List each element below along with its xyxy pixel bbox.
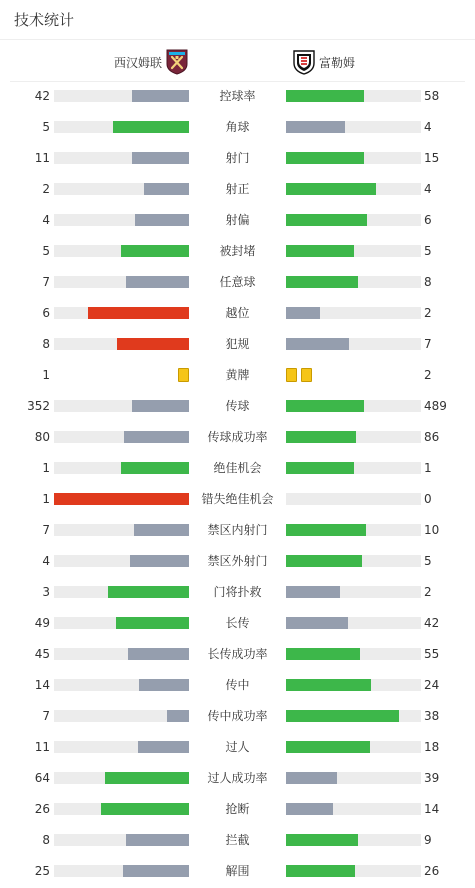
home-stat-bar [132,90,189,102]
away-stat-value: 2 [424,306,432,320]
stat-label: 解围 [225,864,250,878]
away-stat-bar [286,152,364,164]
home-stat-bar-track [54,462,189,474]
stat-label: 传球 [225,399,250,413]
home-stat-bar-track [54,834,189,846]
stat-row [0,391,475,422]
away-stat-bar-track [286,431,421,443]
stat-row [0,639,475,670]
home-stat-bar-track [54,741,189,753]
home-stat-value: 5 [42,244,50,258]
stat-row [0,608,475,639]
stat-label: 错失绝佳机会 [201,492,274,506]
home-stat-bar [126,276,189,288]
away-stat-value: 4 [424,182,432,196]
home-stat-bar [121,462,189,474]
home-stat-bar [117,338,189,350]
away-stat-bar-track [286,338,421,350]
away-stat-bar [286,462,354,474]
home-stat-value: 80 [34,430,50,444]
home-stat-bar-track [54,90,189,102]
stat-label: 绝佳机会 [213,461,262,475]
stat-label: 黄牌 [225,368,250,382]
stat-row [0,546,475,577]
home-stat-bar-track [54,617,189,629]
away-stat-bar [286,803,333,815]
away-stat-value: 58 [424,89,440,103]
stat-row [0,484,475,515]
home-stat-value: 14 [34,678,50,692]
stat-label: 犯规 [225,337,250,351]
home-stat-bar [124,431,189,443]
home-stat-value: 5 [42,120,50,134]
away-stat-bar-track [286,679,421,691]
away-stat-bar [286,431,356,443]
home-stat-value: 352 [27,399,50,413]
home-stat-bar-track [54,555,189,567]
away-stat-bar-track [286,524,421,536]
yellow-card-icon [286,368,297,382]
teams-header [0,41,475,81]
stat-row [0,205,475,236]
home-stat-bar [54,493,189,505]
away-stat-value: 6 [424,213,432,227]
away-stat-value: 1 [424,461,432,475]
stat-row [0,856,475,887]
away-stat-value: 2 [424,585,432,599]
home-stat-value: 8 [42,833,50,847]
away-stat-bar [286,555,362,567]
home-stat-value: 7 [42,709,50,723]
home-stat-bar [167,710,189,722]
stat-row [0,143,475,174]
home-stat-value: 1 [42,461,50,475]
home-stat-bar-track [54,586,189,598]
away-stat-value: 42 [424,616,440,630]
away-stat-bar [286,710,399,722]
away-stat-bar [286,524,366,536]
home-stat-bar [101,803,189,815]
stat-row [0,794,475,825]
home-stat-bar-track [54,679,189,691]
stat-row [0,267,475,298]
away-stat-bar [286,586,340,598]
stat-label: 禁区内射门 [207,523,268,537]
stat-label: 角球 [225,120,250,134]
home-stat-bar-track [54,183,189,195]
away-stat-value: 8 [424,275,432,289]
stat-row [0,174,475,205]
home-stat-value: 49 [34,616,50,630]
home-stat-value: 6 [42,306,50,320]
away-stat-bar-track [286,834,421,846]
stat-label: 过人成功率 [207,771,268,785]
away-stat-bar-track [286,865,421,877]
home-stat-bar [130,555,189,567]
stat-row [0,515,475,546]
away-stat-bar-track [286,772,421,784]
home-stat-bar-track [54,865,189,877]
stat-row [0,329,475,360]
stat-row [0,670,475,701]
stat-row [0,732,475,763]
away-stat-bar-track [286,648,421,660]
stat-row [0,825,475,856]
away-stat-bar-track [286,586,421,598]
home-stat-bar [88,307,189,319]
home-stat-bar-track [54,648,189,660]
away-stat-value: 4 [424,120,432,134]
header-divider [0,39,475,40]
home-stat-bar [132,152,189,164]
home-stat-bar-track [54,803,189,815]
home-stat-bar [123,865,189,877]
stat-label: 长传成功率 [207,647,268,661]
home-stat-value: 25 [34,864,50,878]
away-stat-bar-track [286,555,421,567]
home-stat-bar-track [54,338,189,350]
away-stat-value: 7 [424,337,432,351]
away-yellow-cards [286,368,316,382]
home-stat-value: 3 [42,585,50,599]
stat-label: 射门 [225,151,250,165]
away-stat-value: 24 [424,678,440,692]
away-stat-value: 5 [424,554,432,568]
stat-label: 禁区外射门 [207,554,268,568]
away-stat-value: 2 [424,368,432,382]
home-stat-bar-track [54,307,189,319]
home-team-name: 西汉姆联 [113,56,162,70]
away-stat-bar [286,648,360,660]
home-stat-bar-track [54,152,189,164]
away-stat-bar-track [286,710,421,722]
away-stat-bar [286,307,320,319]
away-stat-bar-track [286,741,421,753]
home-stat-bar-track [54,276,189,288]
away-stat-bar [286,245,354,257]
home-stat-value: 11 [34,151,50,165]
away-stat-bar [286,214,367,226]
home-stat-value: 45 [34,647,50,661]
home-stat-bar [134,524,189,536]
away-stat-bar [286,834,358,846]
away-stat-bar [286,121,345,133]
away-stat-value: 10 [424,523,440,537]
fulham-crest-icon [292,49,316,75]
home-stat-bar-track [54,772,189,784]
away-stat-bar-track [286,214,421,226]
away-stat-bar-track [286,276,421,288]
yellow-card-icon [301,368,312,382]
page-title: 技术统计 [14,11,75,29]
home-stat-value: 7 [42,275,50,289]
away-stat-bar-track [286,462,421,474]
home-stat-bar-track [54,214,189,226]
stat-label: 门将扑救 [213,585,262,599]
home-stat-value: 8 [42,337,50,351]
west-ham-crest-icon [165,49,189,75]
home-stat-bar [105,772,189,784]
away-stat-bar-track [286,803,421,815]
stat-label: 控球率 [219,89,256,103]
stat-label: 过人 [225,740,250,754]
yellow-card-icon [178,368,189,382]
stat-label: 射正 [225,182,250,196]
stat-row [0,112,475,143]
away-stat-bar [286,865,355,877]
away-stat-value: 26 [424,864,440,878]
home-stat-value: 7 [42,523,50,537]
stat-label: 传球成功率 [207,430,268,444]
away-stat-value: 489 [424,399,447,413]
away-stat-value: 55 [424,647,440,661]
away-stat-value: 18 [424,740,440,754]
stat-label: 拦截 [225,833,250,847]
stat-label: 越位 [225,306,250,320]
home-stat-bar [116,617,189,629]
away-stat-bar [286,772,337,784]
home-stat-value: 26 [34,802,50,816]
home-stat-bar-track [54,710,189,722]
stat-label: 任意球 [219,275,256,289]
away-team-name: 富勒姆 [319,56,356,70]
away-stat-bar [286,741,370,753]
stat-row [0,81,475,112]
home-stat-bar-track [54,431,189,443]
away-stat-value: 9 [424,833,432,847]
home-stat-value: 1 [42,368,50,382]
home-stat-bar-track [54,121,189,133]
away-stat-value: 39 [424,771,440,785]
home-stat-bar [144,183,189,195]
stat-label: 射偏 [225,213,250,227]
stat-label: 被封堵 [219,244,256,258]
away-stat-bar-track [286,307,421,319]
home-stat-value: 42 [34,89,50,103]
away-stat-bar-track [286,152,421,164]
home-stat-bar [128,648,189,660]
away-stat-bar [286,276,358,288]
away-stat-bar-track [286,617,421,629]
stat-row [0,763,475,794]
away-stat-bar [286,338,349,350]
home-yellow-cards [174,368,189,382]
away-stat-value: 0 [424,492,432,506]
home-stat-value: 4 [42,213,50,227]
away-stat-value: 5 [424,244,432,258]
away-stat-bar-track [286,400,421,412]
home-stat-bar [138,741,189,753]
stat-row [0,360,475,391]
away-stat-bar-track [286,90,421,102]
home-stat-value: 4 [42,554,50,568]
away-stat-bar [286,90,364,102]
away-stat-bar-track [286,245,421,257]
home-stat-value: 1 [42,492,50,506]
home-stat-bar [135,214,189,226]
away-stat-value: 86 [424,430,440,444]
stat-label: 抢断 [225,802,250,816]
away-stat-bar [286,183,376,195]
stat-label: 传中成功率 [207,709,268,723]
stat-row [0,577,475,608]
home-stat-bar-track [54,524,189,536]
home-stat-bar [113,121,189,133]
home-stat-bar [121,245,189,257]
away-stat-bar-track [286,121,421,133]
away-stat-value: 14 [424,802,440,816]
home-stat-bar-track [54,245,189,257]
away-stat-bar-track [286,493,421,505]
home-stat-bar [139,679,189,691]
stat-row [0,236,475,267]
home-stat-bar [126,834,189,846]
home-stat-value: 11 [34,740,50,754]
stat-row [0,422,475,453]
away-stat-value: 15 [424,151,440,165]
away-stat-value: 38 [424,709,440,723]
stat-row [0,298,475,329]
home-stat-bar-track [54,400,189,412]
away-stat-bar [286,400,364,412]
away-stat-bar-track [286,183,421,195]
stat-label: 长传 [225,616,250,630]
stat-row [0,701,475,732]
home-stat-value: 2 [42,182,50,196]
home-stat-bar [132,400,189,412]
away-stat-bar [286,617,348,629]
home-stat-bar-track [54,493,189,505]
home-stat-bar [108,586,189,598]
home-stat-value: 64 [34,771,50,785]
stat-row [0,453,475,484]
away-stat-bar [286,679,371,691]
stat-label: 传中 [225,678,250,692]
